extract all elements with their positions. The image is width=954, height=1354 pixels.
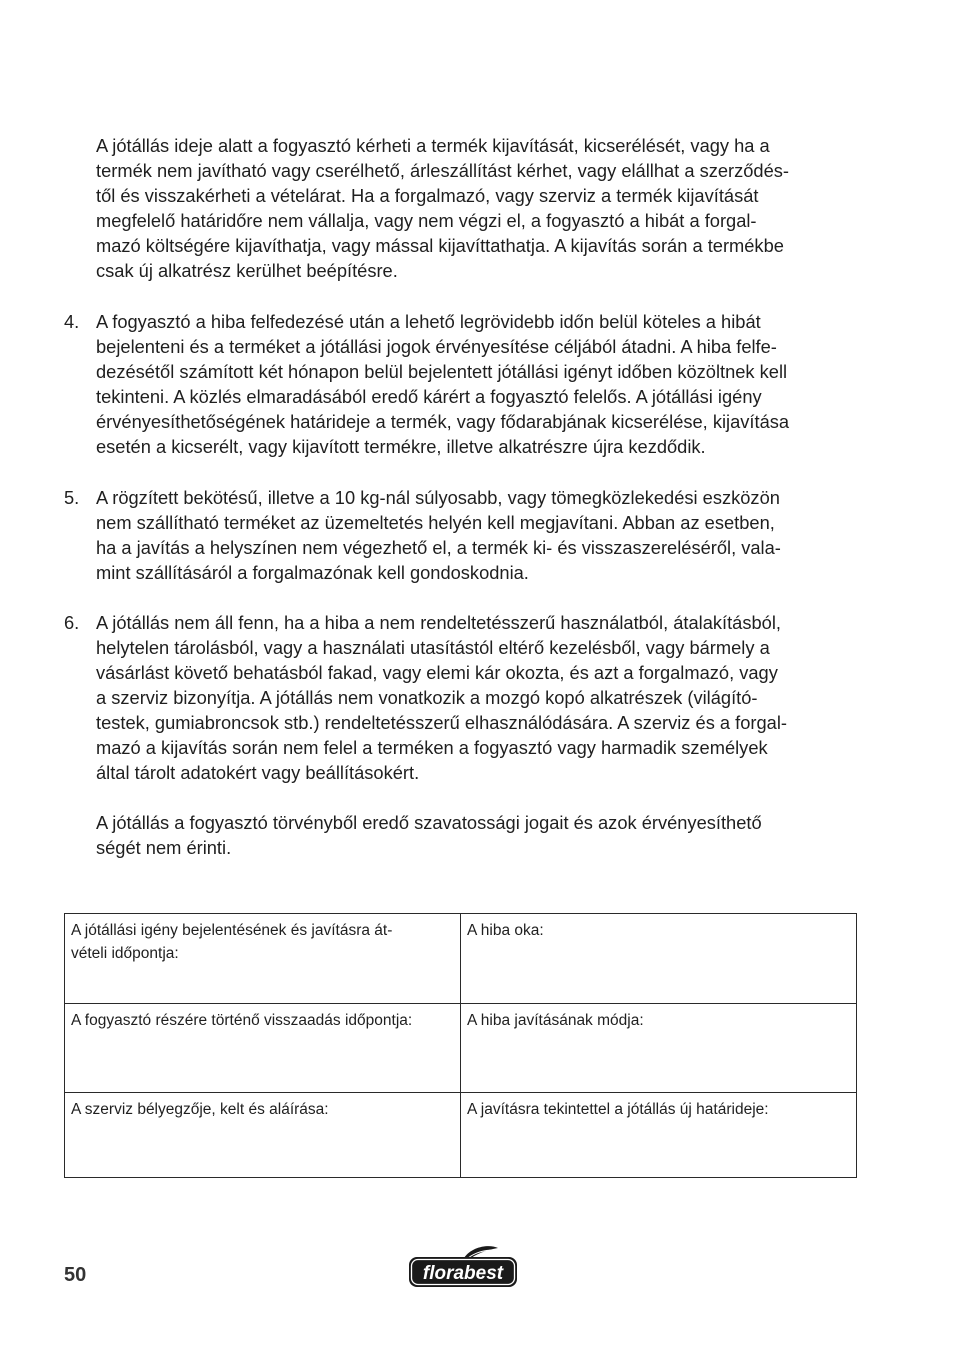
text-line: dezésétől számított két hónapon belül bejelentett jótállási igényt időben közöltnek kell bbox=[96, 361, 788, 382]
text-line: mint szállításáról a forgalmazónak kell gondoskodnia. bbox=[96, 562, 529, 583]
text-line: vásárlást követő behatásból fakad, vagy elemi kár okozta, és azt a forgalmazó, vagy bbox=[96, 662, 778, 683]
text-line: testek, gumiabroncsok stb.) rendeltetésszerű elhasználódására. A szerviz és a forgal- bbox=[96, 712, 787, 733]
text-line: bejelenteni és a terméket a jótállási jogok érvényesítése céljából átadni. A hiba felfe- bbox=[96, 336, 777, 357]
text-line: A fogyasztó a hiba felfedezésé után a lehető legrövidebb időn belül köteles a hibát bbox=[96, 311, 761, 332]
list-item-4 bbox=[96, 309, 866, 459]
paragraph-warranty-rights bbox=[96, 133, 866, 283]
text-line: A jótállás nem áll fenn, ha a hiba a nem rendeltetésszerű használatból, átalakításból, bbox=[96, 612, 781, 633]
text-line: től és visszakérheti a vételárat. Ha a forgalmazó, vagy szerviz a termék kijavítását bbox=[96, 185, 759, 206]
service-stamp-cell bbox=[65, 1093, 461, 1178]
logo-graphic bbox=[406, 1244, 520, 1290]
list-number-4: 4. bbox=[64, 311, 80, 332]
list-item-6 bbox=[96, 610, 866, 785]
cell-label: A fogyasztó részére történő visszaadás időpontja: bbox=[71, 1012, 413, 1029]
table-row bbox=[65, 1093, 857, 1178]
cell-label: A jótállási igény bejelentésének és javításra át- bbox=[71, 922, 393, 939]
new-deadline-cell bbox=[461, 1093, 857, 1178]
logo-text: florabest bbox=[422, 1263, 504, 1284]
text-line: A jótállás ideje alatt a fogyasztó kérheti a termék kijavítását, kicserélését, vagy ha a bbox=[96, 135, 770, 156]
text-line: által tárolt adatokért vagy beállításokért. bbox=[96, 762, 420, 783]
text-line: ha a javítás a helyszínen nem végezhető el, a termék ki- és visszaszereléséről, vala- bbox=[96, 537, 781, 558]
florabest-logo bbox=[406, 1244, 520, 1290]
claim-date-cell bbox=[65, 914, 461, 1004]
text-line: helytelen tárolásból, vagy a használati utasítástól eltérő kezelésből, vagy bármely a bbox=[96, 637, 770, 658]
text-line: megfelelő határidőre nem vállalja, vagy nem végzi el, a fogyasztó a hibát a forgal- bbox=[96, 210, 757, 231]
list-item-5 bbox=[96, 485, 866, 585]
return-date-cell bbox=[65, 1004, 461, 1093]
text-line: érvényesíthetőségének határideje a termék, vagy fődarabjának kicserélése, kijavítása bbox=[96, 411, 790, 432]
list-number-6: 6. bbox=[64, 612, 80, 633]
text-line: mazó költségére kijavíthatja, vagy mással kijavíttathatja. A kijavítás során a termékbe bbox=[96, 235, 784, 256]
repair-method-cell bbox=[461, 1004, 857, 1093]
paragraph-warranty-statutory bbox=[96, 810, 866, 860]
warranty-claim-table bbox=[64, 913, 857, 1178]
page-number: 50 bbox=[64, 1264, 87, 1286]
cell-label: A szerviz bélyegzője, kelt és aláírása: bbox=[71, 1101, 329, 1118]
text-line: tekinteni. A közlés elmaradásából eredő kárért a fogyasztó felelős. A jótállási igény bbox=[96, 386, 762, 407]
text-line: mazó a kijavítás során nem felel a terméken a fogyasztó vagy harmadik személyek bbox=[96, 737, 768, 758]
text-line: esetén a kicserélt, vagy kijavított termékre, illetve alkatrészre újra kezdődik. bbox=[96, 436, 706, 457]
cell-label: A hiba javításának módja: bbox=[467, 1012, 644, 1029]
table-row bbox=[65, 1004, 857, 1093]
text-line: A jótállás a fogyasztó törvényből eredő szavatossági jogait és azok érvényesíthető bbox=[96, 812, 762, 833]
list-number-5: 5. bbox=[64, 487, 80, 508]
fault-cause-cell bbox=[461, 914, 857, 1004]
text-line: nem szállítható terméket az üzemeltetés helyén kell megjavítani. Abban az esetben, bbox=[96, 512, 775, 533]
text-line: A rögzített bekötésű, illetve a 10 kg-nál súlyosabb, vagy tömegközlekedési eszközön bbox=[96, 487, 780, 508]
text-line: termék nem javítható vagy cserélhető, árleszállítást kérhet, vagy elállhat a szerződés- bbox=[96, 160, 789, 181]
text-line: csak új alkatrész kerülhet beépítésre. bbox=[96, 260, 398, 281]
text-line: ségét nem érinti. bbox=[96, 837, 232, 858]
cell-label: A hiba oka: bbox=[467, 922, 544, 939]
cell-label: vételi időpontja: bbox=[71, 945, 179, 962]
text-line: a szerviz bizonyítja. A jótállás nem vonatkozik a mozgó kopó alkatrészek (világító- bbox=[96, 687, 758, 708]
cell-label: A javításra tekintettel a jótállás új határideje: bbox=[467, 1101, 769, 1118]
table-row bbox=[65, 914, 857, 1004]
